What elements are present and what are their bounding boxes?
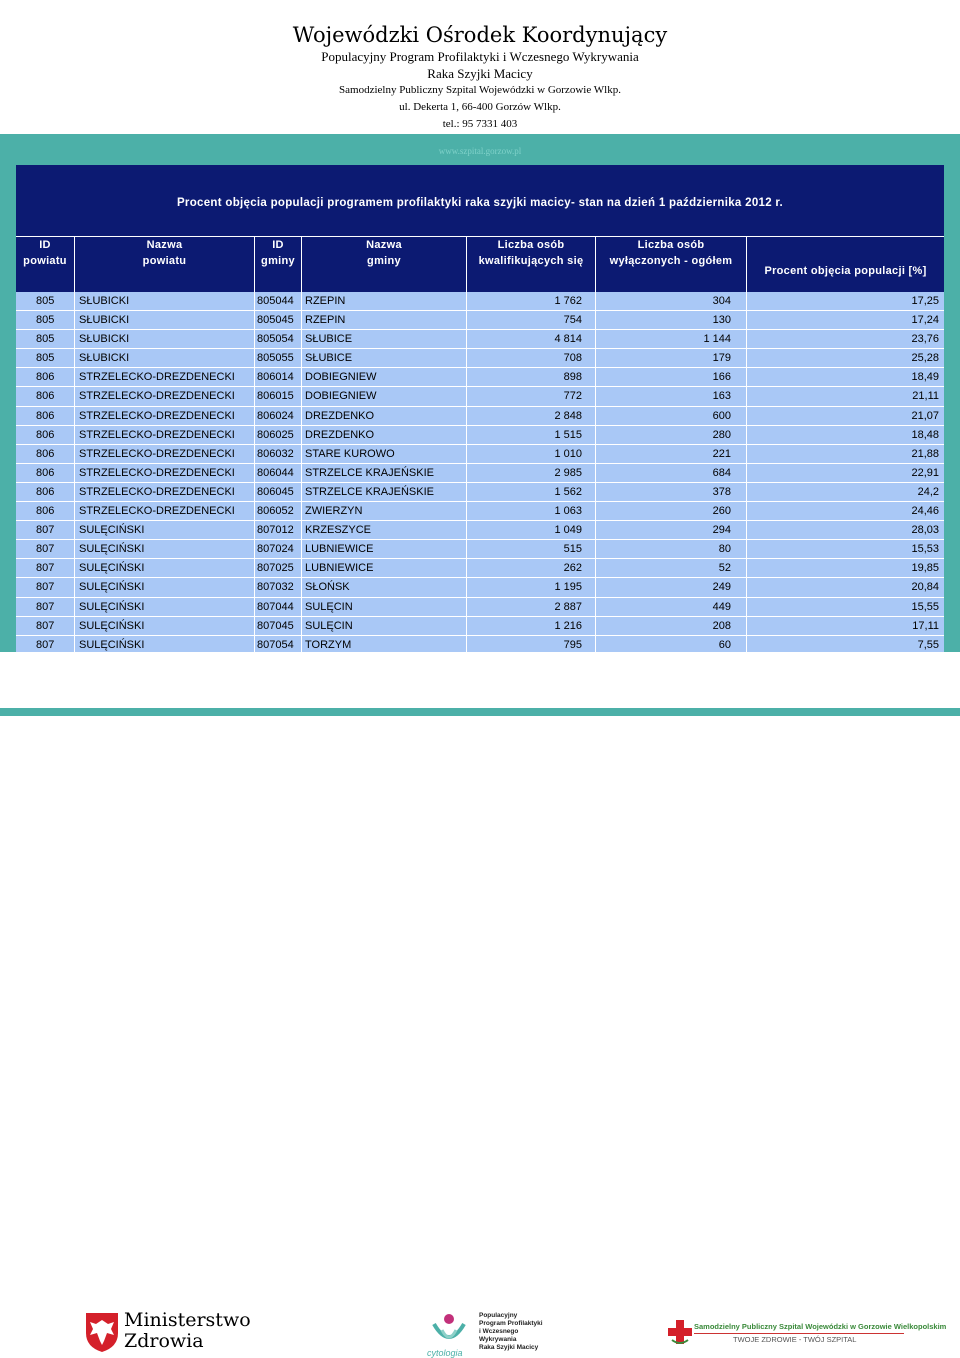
cell-kwalifikujacych: 262 — [466, 559, 596, 577]
col-header-text: gminy — [367, 255, 401, 267]
cytology-word: cytologia — [427, 1348, 463, 1358]
col-header-text: powiatu — [23, 255, 67, 267]
cell-procent: 28,03 — [746, 521, 945, 539]
cell-nazwa-powiatu: SŁUBICKI — [74, 349, 255, 367]
cell-id-powiatu: 806 — [36, 371, 55, 384]
cell-wylaczonych: 294 — [595, 521, 747, 539]
cell-procent: 15,55 — [746, 598, 945, 616]
bottom-band — [0, 708, 960, 716]
cell-id-powiatu: 807 — [36, 600, 55, 613]
cell-nazwa-gminy: SULĘCIN — [301, 617, 467, 635]
cell-kwalifikujacych: 1 762 — [466, 292, 596, 310]
cell-nazwa-gminy: ZWIERZYN — [301, 502, 467, 520]
program-line: Populacyjny — [479, 1312, 518, 1319]
cell-nazwa-powiatu: STRZELECKO-DREZDENECKI — [74, 426, 255, 444]
cell-kwalifikujacych: 754 — [466, 311, 596, 329]
cell-kwalifikujacych: 1 049 — [466, 521, 596, 539]
cell-kwalifikujacych: 515 — [466, 540, 596, 558]
cell-nazwa-gminy: KRZESZYCE — [301, 521, 467, 539]
cytology-logo-icon — [424, 1310, 474, 1350]
cell-id-gminy: 807044 — [254, 598, 302, 616]
cell-nazwa-gminy: SŁUBICE — [301, 330, 467, 348]
cell-wylaczonych: 260 — [595, 502, 747, 520]
col-header-text: ID — [39, 239, 51, 251]
header-program-line: Populacyjny Program Profilaktyki i Wczesnego Wykrywania — [321, 49, 639, 64]
cell-nazwa-gminy: DREZDENKO — [301, 407, 467, 425]
document-header — [0, 0, 960, 134]
cell-id-gminy: 807024 — [254, 540, 302, 558]
cell-procent: 17,24 — [746, 311, 945, 329]
cell-nazwa-powiatu: SULĘCIŃSKI — [74, 578, 255, 596]
table-row — [16, 445, 944, 464]
cell-procent: 18,49 — [746, 368, 945, 386]
cell-nazwa-gminy: DREZDENKO — [301, 426, 467, 444]
cell-wylaczonych: 280 — [595, 426, 747, 444]
program-line: Raka Szyjki Macicy — [479, 1344, 539, 1351]
table-row — [16, 617, 944, 636]
hospital-name: Samodzielny Publiczny Szpital Wojewódzki w Gorzowie Wielkopolskim — [694, 1322, 947, 1331]
cell-nazwa-powiatu: SULĘCIŃSKI — [74, 598, 255, 616]
data-table — [16, 292, 944, 674]
cell-kwalifikujacych: 1 195 — [466, 578, 596, 596]
program-line: Wykrywania — [479, 1336, 517, 1343]
cell-id-powiatu: 807 — [36, 638, 55, 651]
cell-id-gminy: 805055 — [254, 349, 302, 367]
cell-id-powiatu: 807 — [36, 581, 55, 594]
cell-nazwa-gminy: RZEPIN — [301, 292, 467, 310]
cell-nazwa-gminy: STARE KUROWO — [301, 445, 467, 463]
cell-id-gminy: 807025 — [254, 559, 302, 577]
cell-wylaczonych: 52 — [595, 559, 747, 577]
cell-kwalifikujacych: 708 — [466, 349, 596, 367]
col-header-text: Nazwa — [146, 239, 183, 251]
table-row — [16, 521, 944, 540]
cell-id-powiatu: 805 — [36, 352, 55, 365]
cell-nazwa-powiatu: SULĘCIŃSKI — [74, 559, 255, 577]
cell-nazwa-gminy: SŁUBICE — [301, 349, 467, 367]
cell-nazwa-powiatu: SULĘCIŃSKI — [74, 521, 255, 539]
cell-procent: 17,25 — [746, 292, 945, 310]
cell-procent: 24,2 — [746, 483, 945, 501]
cell-id-gminy: 806015 — [254, 387, 302, 405]
cell-wylaczonych: 249 — [595, 578, 747, 596]
col-header-wylaczonych — [596, 237, 746, 269]
cell-kwalifikujacych: 2 887 — [466, 598, 596, 616]
cell-id-powiatu: 805 — [36, 295, 55, 307]
table-row — [16, 330, 944, 349]
cell-id-powiatu: 806 — [36, 505, 55, 518]
cell-kwalifikujacych: 4 814 — [466, 330, 596, 348]
hospital-rule — [694, 1333, 904, 1334]
cell-wylaczonych: 60 — [595, 636, 747, 654]
cell-kwalifikujacych: 772 — [466, 387, 596, 405]
hospital-cross-icon — [668, 1320, 692, 1346]
cell-nazwa-powiatu: SULĘCIŃSKI — [74, 617, 255, 635]
cell-id-powiatu: 807 — [36, 524, 55, 537]
col-header-id-gminy — [255, 237, 301, 269]
cell-nazwa-powiatu: SULĘCIŃSKI — [74, 540, 255, 558]
col-header-text: Nazwa — [366, 239, 402, 251]
program-logo-text — [479, 1312, 543, 1352]
cell-procent: 22,91 — [746, 464, 945, 482]
cell-id-gminy: 806052 — [254, 502, 302, 520]
cell-kwalifikujacych: 1 063 — [466, 502, 596, 520]
cell-kwalifikujacych: 898 — [466, 368, 596, 386]
header-phone: tel.: 95 7331 403 — [442, 118, 518, 130]
cell-wylaczonych: 80 — [595, 540, 747, 558]
cell-procent: 18,48 — [746, 426, 945, 444]
program-line: Program Profilaktyki — [479, 1320, 543, 1327]
cell-wylaczonych: 166 — [595, 368, 747, 386]
cell-nazwa-powiatu: STRZELECKO-DREZDENECKI — [74, 387, 255, 405]
col-header-text: kwalifikujących się — [478, 255, 584, 267]
table-row — [16, 483, 944, 502]
cell-nazwa-gminy: LUBNIEWICE — [301, 540, 467, 558]
cell-id-powiatu: 805 — [36, 314, 55, 327]
cell-nazwa-gminy: TORZYM — [301, 636, 467, 654]
cell-nazwa-powiatu: STRZELECKO-DREZDENECKI — [74, 368, 255, 386]
cell-wylaczonych: 208 — [595, 617, 747, 635]
cell-wylaczonych: 163 — [595, 387, 747, 405]
cell-kwalifikujacych: 2 985 — [466, 464, 596, 482]
cell-id-powiatu: 806 — [36, 390, 55, 403]
cell-procent: 15,53 — [746, 540, 945, 558]
cell-procent: 19,85 — [746, 559, 945, 577]
cell-wylaczonych: 378 — [595, 483, 747, 501]
col-header-text: Liczba osób — [637, 239, 705, 251]
cell-procent: 7,55 — [746, 636, 945, 654]
table-row — [16, 559, 944, 578]
cell-id-gminy: 807045 — [254, 617, 302, 635]
col-header-kwalifikujacych — [467, 237, 595, 269]
program-line: i Wczesnego — [479, 1328, 519, 1335]
ministry-name — [124, 1310, 251, 1352]
col-header-text: gminy — [261, 255, 295, 267]
cell-procent: 25,28 — [746, 349, 945, 367]
header-program-line-2: Raka Szyjki Macicy — [427, 66, 533, 81]
cell-wylaczonych: 221 — [595, 445, 747, 463]
cell-nazwa-powiatu: STRZELECKO-DREZDENECKI — [74, 464, 255, 482]
cell-procent: 20,84 — [746, 578, 945, 596]
cell-procent: 23,76 — [746, 330, 945, 348]
cell-id-powiatu: 807 — [36, 543, 55, 556]
cell-id-powiatu: 806 — [36, 428, 55, 441]
header-hospital: Samodzielny Publiczny Szpital Wojewódzki w Gorzowie Wlkp. — [339, 84, 621, 96]
col-header-nazwa-gminy — [302, 237, 466, 269]
cell-id-gminy: 806025 — [254, 426, 302, 444]
cell-nazwa-powiatu: SŁUBICKI — [74, 330, 255, 348]
cell-id-gminy: 807054 — [254, 636, 302, 654]
cell-id-gminy: 806014 — [254, 368, 302, 386]
col-header-text: Procent objęcia populacji [%] — [764, 265, 927, 277]
cell-nazwa-gminy: DOBIEGNIEW — [301, 368, 467, 386]
footer — [0, 652, 960, 1358]
cell-wylaczonych: 449 — [595, 598, 747, 616]
table-row — [16, 578, 944, 597]
cell-nazwa-gminy: STRZELCE KRAJEŃSKIE — [301, 483, 467, 501]
cell-wylaczonych: 1 144 — [595, 330, 747, 348]
ministry-line: Zdrowia — [124, 1330, 204, 1352]
table-row — [16, 598, 944, 617]
col-header-procent — [747, 263, 944, 279]
table-row — [16, 349, 944, 368]
cell-id-gminy: 807032 — [254, 578, 302, 596]
cell-wylaczonych: 304 — [595, 292, 747, 310]
table-row — [16, 311, 944, 330]
cell-nazwa-gminy: SŁOŃSK — [301, 578, 467, 596]
cell-id-powiatu: 807 — [36, 619, 55, 632]
cell-nazwa-powiatu: STRZELECKO-DREZDENECKI — [74, 483, 255, 501]
cell-id-gminy: 806045 — [254, 483, 302, 501]
table-row — [16, 502, 944, 521]
cell-nazwa-gminy: LUBNIEWICE — [301, 559, 467, 577]
cell-id-gminy: 805045 — [254, 311, 302, 329]
cell-id-gminy: 806044 — [254, 464, 302, 482]
cell-procent: 21,07 — [746, 407, 945, 425]
cell-wylaczonych: 684 — [595, 464, 747, 482]
table-title: Procent objęcia populacji programem profilaktyki raka szyjki macicy- stan na dzień 1 października 2012 r. — [176, 197, 784, 209]
table-row — [16, 464, 944, 483]
header-title: Wojewódzki Ośrodek Koordynujący — [292, 23, 668, 47]
col-header-text: powiatu — [142, 255, 187, 267]
cell-id-powiatu: 806 — [36, 447, 55, 460]
cell-procent: 17,11 — [746, 617, 945, 635]
cell-nazwa-gminy: SULĘCIN — [301, 598, 467, 616]
col-header-nazwa-powiatu — [75, 237, 254, 269]
col-header-id-powiatu — [16, 237, 74, 269]
cell-kwalifikujacych: 1 562 — [466, 483, 596, 501]
cell-id-powiatu: 807 — [36, 562, 55, 575]
table-row — [16, 540, 944, 559]
cell-id-powiatu: 806 — [36, 466, 55, 479]
cell-nazwa-powiatu: SŁUBICKI — [74, 292, 255, 310]
table-row — [16, 407, 944, 426]
cell-id-powiatu: 806 — [36, 485, 55, 498]
cell-kwalifikujacych: 1 010 — [466, 445, 596, 463]
table-row — [16, 426, 944, 445]
cell-wylaczonych: 600 — [595, 407, 747, 425]
cell-nazwa-gminy: DOBIEGNIEW — [301, 387, 467, 405]
table-row — [16, 387, 944, 406]
cell-id-powiatu: 806 — [36, 409, 55, 422]
cell-id-gminy: 807012 — [254, 521, 302, 539]
cell-procent: 21,88 — [746, 445, 945, 463]
cell-nazwa-powiatu: SŁUBICKI — [74, 311, 255, 329]
cell-nazwa-powiatu: STRZELECKO-DREZDENECKI — [74, 502, 255, 520]
cell-id-gminy: 805054 — [254, 330, 302, 348]
cell-kwalifikujacych: 1 515 — [466, 426, 596, 444]
cell-procent: 24,46 — [746, 502, 945, 520]
cell-procent: 21,11 — [746, 387, 945, 405]
cell-wylaczonych: 179 — [595, 349, 747, 367]
cell-id-gminy: 805044 — [254, 292, 302, 310]
cell-kwalifikujacych: 1 216 — [466, 617, 596, 635]
cell-wylaczonych: 130 — [595, 311, 747, 329]
cell-id-gminy: 806024 — [254, 407, 302, 425]
cell-nazwa-powiatu: SULĘCIŃSKI — [74, 636, 255, 654]
cell-kwalifikujacych: 2 848 — [466, 407, 596, 425]
table-row — [16, 368, 944, 387]
eagle-emblem-icon — [84, 1311, 120, 1353]
hospital-motto: TWOJE ZDROWIE - TWÓJ SZPITAL — [733, 1335, 857, 1344]
ministry-line: Ministerstwo — [124, 1309, 251, 1331]
cell-kwalifikujacych: 795 — [466, 636, 596, 654]
cell-nazwa-powiatu: STRZELECKO-DREZDENECKI — [74, 445, 255, 463]
table-header-panel — [16, 165, 944, 305]
col-header-text: wyłączonych - ogółem — [609, 255, 733, 267]
website-link[interactable]: www.szpital.gorzow.pl — [438, 146, 522, 156]
cell-nazwa-gminy: RZEPIN — [301, 311, 467, 329]
cell-id-gminy: 806032 — [254, 445, 302, 463]
col-header-text: Liczba osób — [497, 239, 565, 251]
col-header-text: ID — [272, 239, 284, 251]
cell-id-powiatu: 805 — [36, 333, 55, 346]
cell-nazwa-powiatu: STRZELECKO-DREZDENECKI — [74, 407, 255, 425]
cell-nazwa-gminy: STRZELCE KRAJEŃSKIE — [301, 464, 467, 482]
table-row — [16, 292, 944, 311]
header-address: ul. Dekerta 1, 66-400 Gorzów Wlkp. — [399, 101, 561, 113]
